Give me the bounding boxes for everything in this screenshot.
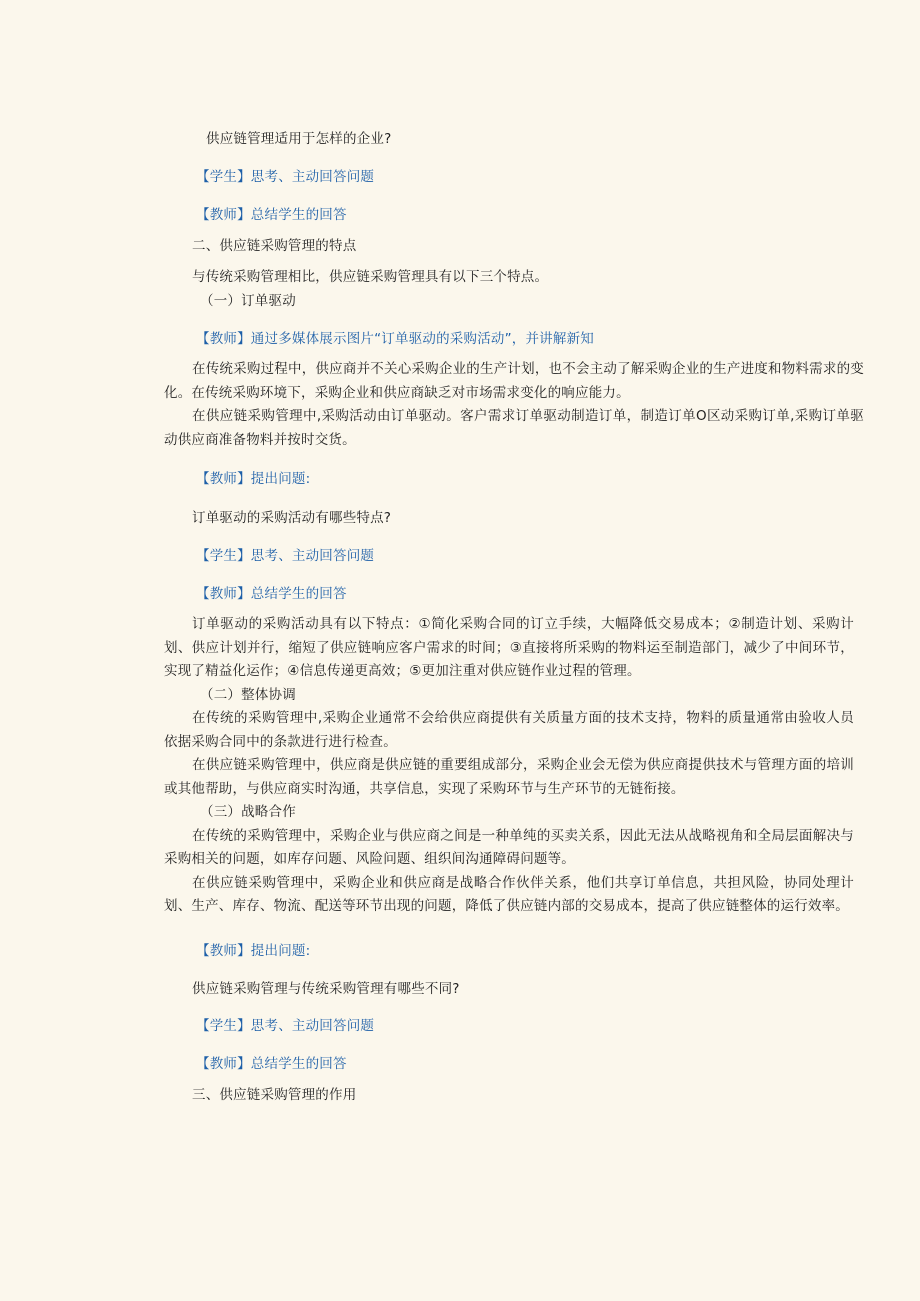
intro-paragraph: 与传统采购管理相比，供应链采购管理具有以下三个特点。 [192,269,549,285]
subsection-heading: （一）订单驱动 [200,293,296,309]
section-heading: 三、供应链采购管理的作用 [192,1087,357,1103]
paragraph: 订单驱动的采购活动具有以下特点：①简化采购合同的订立手续，大幅降低交易成本；②制造计划、采购计划、供应计划并行，缩短了供应链响应客户需求的时间；③直接将所采购的物料运至制造部门，减少了中间环节，实现了精益化运作；④信息传递更高效；⑤更加注重对供应链作业过程的管理。 [164,616,854,679]
question-text: 订单驱动的采购活动有哪些特点? [192,510,392,526]
teacher-question-line: 【教师】提出问题: [196,943,311,959]
paragraph-group-features [164,613,854,919]
student-response-line: 【学生】思考、主动回答问题 [196,548,375,564]
student-response-line: 【学生】思考、主动回答问题 [196,1018,375,1034]
question-text: 供应链采购管理与传统采购管理有哪些不同? [192,981,460,997]
teacher-question-line: 【教师】提出问题: [196,471,311,487]
teacher-instruction-line: 【教师】通过多媒体展示图片“订单驱动的采购活动”，并讲解新知 [196,331,594,347]
paragraph: 在供应链采购管理中，供应商是供应链的重要组成部分，采购企业会无偿为供应商提供技术与管理方面的培训或其他帮助，与供应商实时沟通，共享信息，实现了采购环节与生产环节的无链衔接。 [164,757,854,797]
paragraph: 在供应链采购管理中，采购企业和供应商是战略合作伙伴关系，他们共享订单信息，共担风险，协同处理计划、生产、库存、物流、配送等环节出现的问题，降低了供应链内部的交易成本，提高了供应链整体的运行效率。 [164,874,854,914]
teacher-summary-line: 【教师】总结学生的回答 [196,1056,347,1072]
question-text: 供应链管理适用于怎样的企业? [206,131,392,147]
paragraph: 在传统采购过程中，供应商并不关心采购企业的生产计划，也不会主动了解采购企业的生产进度和物料需求的变化。在传统采购环境下，采购企业和供应商缺乏对市场需求变化的响应能力。 [164,361,864,401]
subsection-heading: （三）战略合作 [200,804,296,820]
paragraph: 在供应链采购管理中,采购活动由订单驱动。客户需求订单驱动制造订单，制造订单O区动采购订单,采购订单驱动供应商准备物料并按时交货。 [164,408,864,448]
paragraph-group-order-driven [164,358,864,452]
teacher-summary-line: 【教师】总结学生的回答 [196,586,347,602]
student-response-line: 【学生】思考、主动回答问题 [196,169,375,185]
section-heading: 二、供应链采购管理的特点 [192,238,357,254]
paragraph: 在传统的采购管理中，采购企业与供应商之间是一种单纯的买卖关系，因此无法从战略视角和全局层面解决与采购相关的问题，如库存问题、风险问题、组织间沟通障碍问题等。 [164,827,854,867]
teacher-summary-line: 【教师】总结学生的回答 [196,207,347,223]
subsection-heading: （二）整体协调 [200,686,296,703]
paragraph: 在传统的采购管理中,采购企业通常不会给供应商提供有关质量方面的技术支持，物料的质量通常由验收人员依据采购合同中的条款进行进行检查。 [164,710,854,750]
